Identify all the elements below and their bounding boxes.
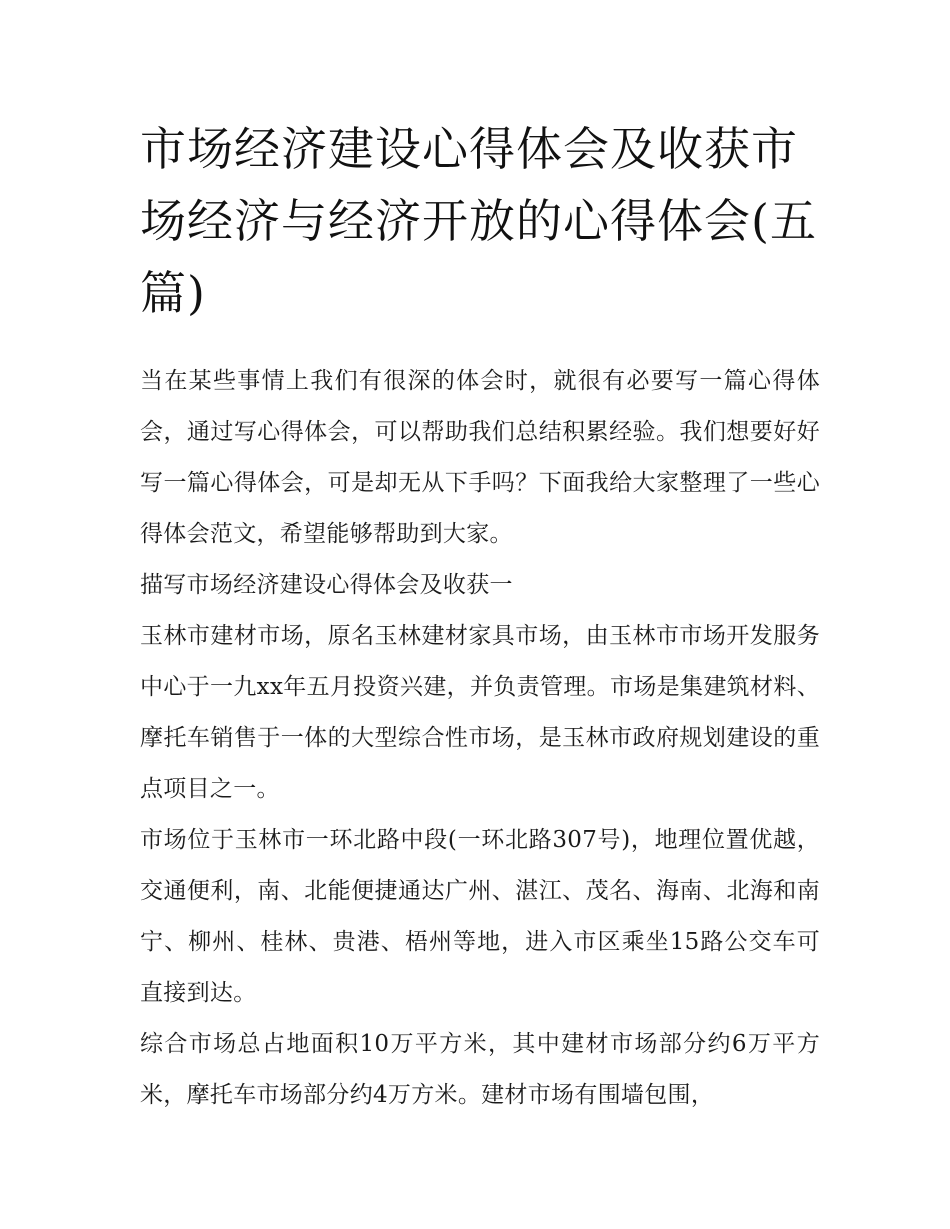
document-body [140, 356, 820, 1121]
body-paragraph: 玉林市建材市场，原名玉林建材家具市场，由玉林市市场开发服务中心于一九xx年五月投资兴建，并负责管理。市场是集建筑材料、摩托车销售于一体的大型综合性市场，是玉林市政府规划建设的重点项目之一。 [140, 623, 820, 802]
body-paragraph: 市场位于玉林市一环北路中段(一环北路307号)，地理位置优越，交通便利，南、北能便捷通达广州、湛江、茂名、海南、北海和南宁、柳州、桂林、贵港、梧州等地，进入市区乘坐15路公交车可直接到达。 [140, 827, 820, 1006]
document-title: 市场经济建设心得体会及收获市场经济与经济开放的心得体会(五篇) [140, 122, 817, 320]
body-paragraph: 综合市场总占地面积10万平方米，其中建材市场部分约6万平方米，摩托车市场部分约4万方米。建材市场有围墙包围， [140, 1031, 820, 1108]
section-heading: 描写市场经济建设心得体会及收获一 [140, 572, 513, 598]
intro-paragraph: 当在某些事情上我们有很深的体会时，就很有必要写一篇心得体会，通过写心得体会，可以帮助我们总结积累经验。我们想要好好写一篇心得体会，可是却无从下手吗？下面我给大家整理了一些心得体会范文，希望能够帮助到大家。 [140, 368, 820, 547]
